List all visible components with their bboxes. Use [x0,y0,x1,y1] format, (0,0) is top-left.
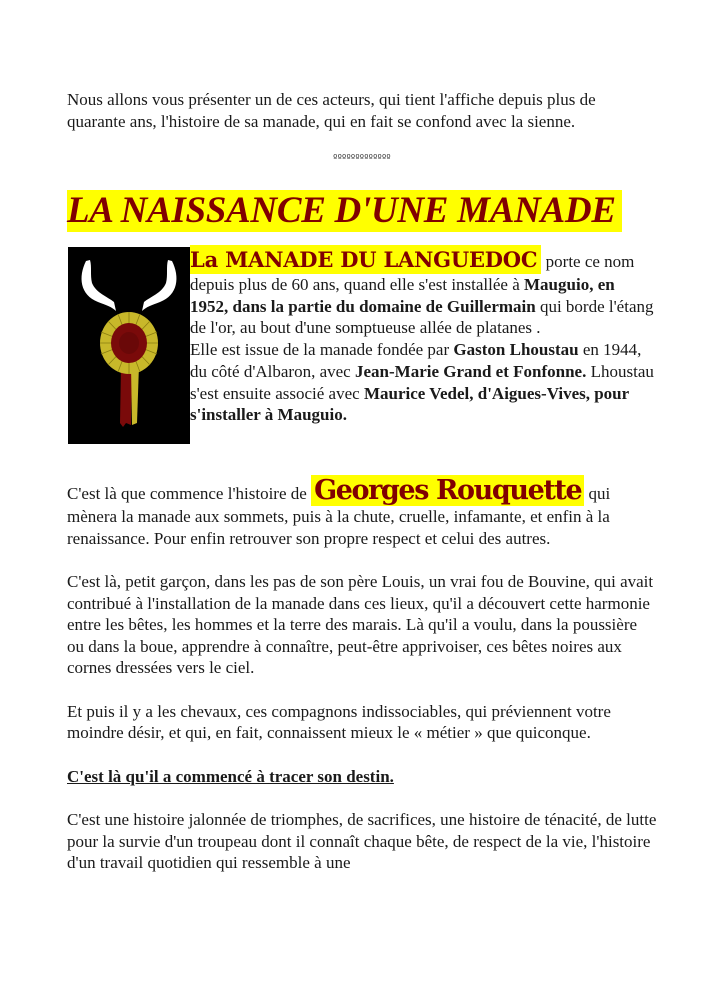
childhood-paragraph: C'est là, petit garçon, dans les pas de son père Louis, un vrai fou de Bouvine, qui avait contribué à l'installation de la manade dans ces lieux, qu'il a découvert cette harmonie entre les bêtes, les hommes et la terre des marais. Là qu'il a voulu, dans la poussière ou dans la boue, apprendre à connaître, peut-être apprivoiser, ces bêtes noires aux cornes dressées vers le ciel. [67,572,654,677]
georges-name-highlight: Georges Rouquette [311,475,584,506]
manade-emblem-icon [68,247,190,444]
separator: ººººººººººººº [333,154,391,164]
bold-text: Maurice Vedel, d'Aigues-Vives, pour s'installer à Mauguio. [190,383,629,425]
text: C'est là que commence l'histoire de [67,484,312,503]
text: en 1944, du côté d'Albaron, avec [190,340,642,381]
bold-text: Mauguio, en 1952, dans la partie du domaine de Guillermain [190,275,615,316]
horses-paragraph: Et puis il y a les chevaux, ces compagnons indissociables, qui préviennent votre moindre désir, et qui, en fait, connaissent mieux le « métier » que quiconque. [67,701,611,742]
bold-text: Jean-Marie Grand et Fonfonne. [354,361,587,381]
text: qui mènera la manade aux sommets, puis à la chute, cruelle, infamante, et enfin à la renaissance. Pour enfin retrouver son propre respect et celui des autres. [67,484,611,548]
text: qui borde l'étang de l'or, au bout d'une somptueuse allée de platanes . [190,296,654,338]
text: Lhoustau s'est ensuite associé avec [190,361,654,403]
manade-title: La MANADE DU LANGUEDOC [190,245,541,274]
bold-text: Gaston Lhoustau [453,340,579,360]
destiny-subheading: C'est là qu'il a commencé à tracer son destin. [67,766,394,786]
manade-paragraph [190,245,657,426]
georges-paragraph [67,475,657,549]
heading-wrap [67,190,657,232]
document-page [67,89,657,874]
manade-description [190,245,657,426]
manade-section [67,245,657,445]
text: Elle est issue de la manade fondée par [190,340,454,360]
history-paragraph: C'est une histoire jalonnée de triomphes, de sacrifices, une histoire de ténacité, de lutte pour la survie d'un troupeau dont il connaît chaque bête, de respect de la vie, l'histoire d'un travail quotidien qui ressemble à une [67,810,657,872]
text: porte ce nom depuis plus de 60 ans, quand elle s'est installée à [190,252,635,294]
section-heading: LA NAISSANCE D'UNE MANADE [67,190,622,232]
intro-paragraph: Nous allons vous présenter un de ces acteurs, qui tient l'affiche depuis plus de quarante ans, l'histoire de sa manade, qui en fait se confond avec la sienne. [67,90,596,131]
